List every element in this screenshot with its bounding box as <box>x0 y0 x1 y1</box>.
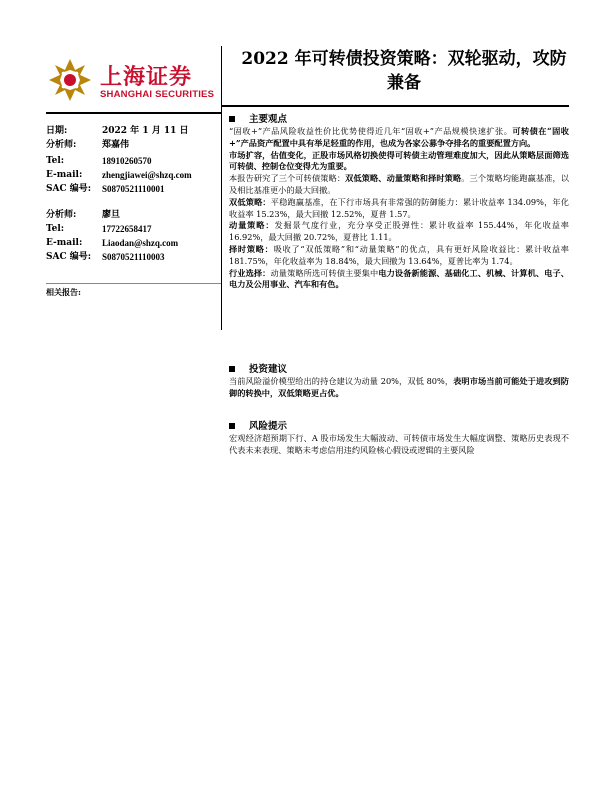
risk-title: 风险提示 <box>249 421 288 432</box>
date-label: 日期: <box>46 126 68 136</box>
square-bullet-icon <box>229 366 235 372</box>
main-points-title: 主要观点 <box>249 114 288 125</box>
strategy-label: 双低策略： <box>229 196 271 207</box>
analyst-1-tel-row <box>46 154 216 168</box>
text: 发掘景气度行业，充分享受正股弹性：累计收益率 155.44%，年化收益率 16.92%，最大回撤 20.72%，夏普比 1.11。 <box>229 220 569 243</box>
paragraph <box>229 376 569 400</box>
text: “固收+”产品风险收益性价比优势使得近几年“固收+”产品规模快速扩张。 <box>229 126 513 136</box>
left-header-rule <box>46 112 221 114</box>
vertical-divider <box>221 46 222 330</box>
text-bold: 表明市场当前可能处于进攻到防御的转换中，双低策略更占优。 <box>229 376 569 398</box>
square-bullet-icon <box>229 423 235 429</box>
report-date: 2022 年 1 月 11 日 <box>102 126 189 136</box>
text: 当前风险溢价模型给出的持仓建议为动量 20%，双低 80%， <box>229 376 454 386</box>
date-row <box>46 124 216 138</box>
text-bold: 双低策略、动量策略和择时策略 <box>345 173 462 184</box>
analyst-label: 分析师: <box>46 140 77 150</box>
analyst-1-tel: 18910260570 <box>102 156 152 166</box>
analyst-1-sac: S0870521110001 <box>102 184 165 194</box>
investment-title: 投资建议 <box>249 364 288 375</box>
analyst-label: 分析师: <box>46 210 77 220</box>
email-label: E-mail: <box>46 238 83 248</box>
paragraph <box>229 244 569 268</box>
email-label: E-mail: <box>46 170 83 180</box>
text: 吸收了“双低策略”和“动量策略”的优点，具有更好风险收益比：累计收益率 181.75%，年化收益率为 18.84%，最大回撤为 13.64%，夏普比率为 1.74。 <box>229 243 569 266</box>
analyst-2-email[interactable]: Liaodan@shzq.com <box>102 238 179 248</box>
paragraph <box>229 126 569 150</box>
analyst-1-email[interactable]: zhengjiawei@shzq.com <box>102 170 192 180</box>
analyst-2-sac: S0870521110003 <box>102 252 165 262</box>
paragraph <box>229 197 569 221</box>
text: 本报告研究了三个可转债策略： <box>229 173 346 184</box>
logo-chinese-text: 上海证券 <box>100 65 193 90</box>
paragraph <box>229 268 569 292</box>
right-header-rule <box>221 105 569 107</box>
strategy-label: 动量策略： <box>229 220 275 231</box>
investment-heading <box>229 361 287 375</box>
investment-body <box>229 376 569 400</box>
main-points-body <box>229 126 569 291</box>
analyst-1-sac-row <box>46 182 216 196</box>
text: 动量策略所选可转债主要集中 <box>270 267 379 278</box>
report-title: 2022 年可转债投资策略：双轮驱动，攻防兼备 <box>241 49 567 93</box>
sac-label: SAC 编号: <box>46 252 92 262</box>
text: 。三个策略均能跑赢基准，以及相比基准更小的最大回撤。 <box>229 173 569 195</box>
related-reports-label: 相关报告: <box>46 287 81 297</box>
analyst-2-tel-row <box>46 222 216 236</box>
analyst-1-name: 郑嘉伟 <box>102 140 130 150</box>
strategy-label: 择时策略： <box>229 243 274 254</box>
paragraph: 市场扩容，估值变化，正股市场风格切换使得可转债主动管理难度加大，因此从策略层面筛选可转债、控制仓位变得尤为重要。 <box>229 149 569 172</box>
sac-label: SAC 编号: <box>46 184 92 194</box>
paragraph: 宏观经济超预期下行、A 股市场发生大幅波动、可转债市场发生大幅度调整、策略历史表现不代表未来表现、策略未考虑信用违约风险核心假设或逻辑的主要风险 <box>229 433 569 455</box>
text-bold: 可转债在“固收+”产品资产配置中具有举足轻重的作用，也成为各家公募争夺排名的重要配置方向。 <box>229 126 569 148</box>
main-points-heading <box>229 111 287 125</box>
logo-emblem-icon <box>46 56 94 104</box>
analyst-1-name-row <box>46 138 216 152</box>
analyst-2-block <box>46 208 216 264</box>
risk-heading <box>229 418 287 432</box>
paragraph <box>229 173 569 197</box>
analyst-2-tel: 17722658417 <box>102 224 152 234</box>
text-bold: 电力设备新能源、基础化工、机械、计算机、电子、电力及公用事业、汽车和有色。 <box>229 267 569 290</box>
analyst-2-sac-row <box>46 250 216 264</box>
tel-label: Tel: <box>46 224 65 234</box>
text: 平稳跑赢基准，在下行市场具有非常强的防御能力：累计收益率 134.09%，年化收益率 15.23%，最大回撤 12.52%，夏普 1.57。 <box>229 196 569 219</box>
risk-body <box>229 433 569 457</box>
paragraph <box>229 220 569 244</box>
company-logo <box>46 56 216 106</box>
strategy-label: 行业选择： <box>229 267 271 278</box>
tel-label: Tel: <box>46 156 65 166</box>
logo-english-text: SHANGHAI SECURITIES <box>100 89 215 100</box>
analyst-2-email-row <box>46 236 216 250</box>
analyst-1-email-row <box>46 168 216 182</box>
analyst-2-name: 廖旦 <box>102 210 121 220</box>
related-rule <box>46 283 221 284</box>
report-info-block <box>46 124 216 196</box>
analyst-2-name-row <box>46 208 216 222</box>
square-bullet-icon <box>229 116 235 122</box>
